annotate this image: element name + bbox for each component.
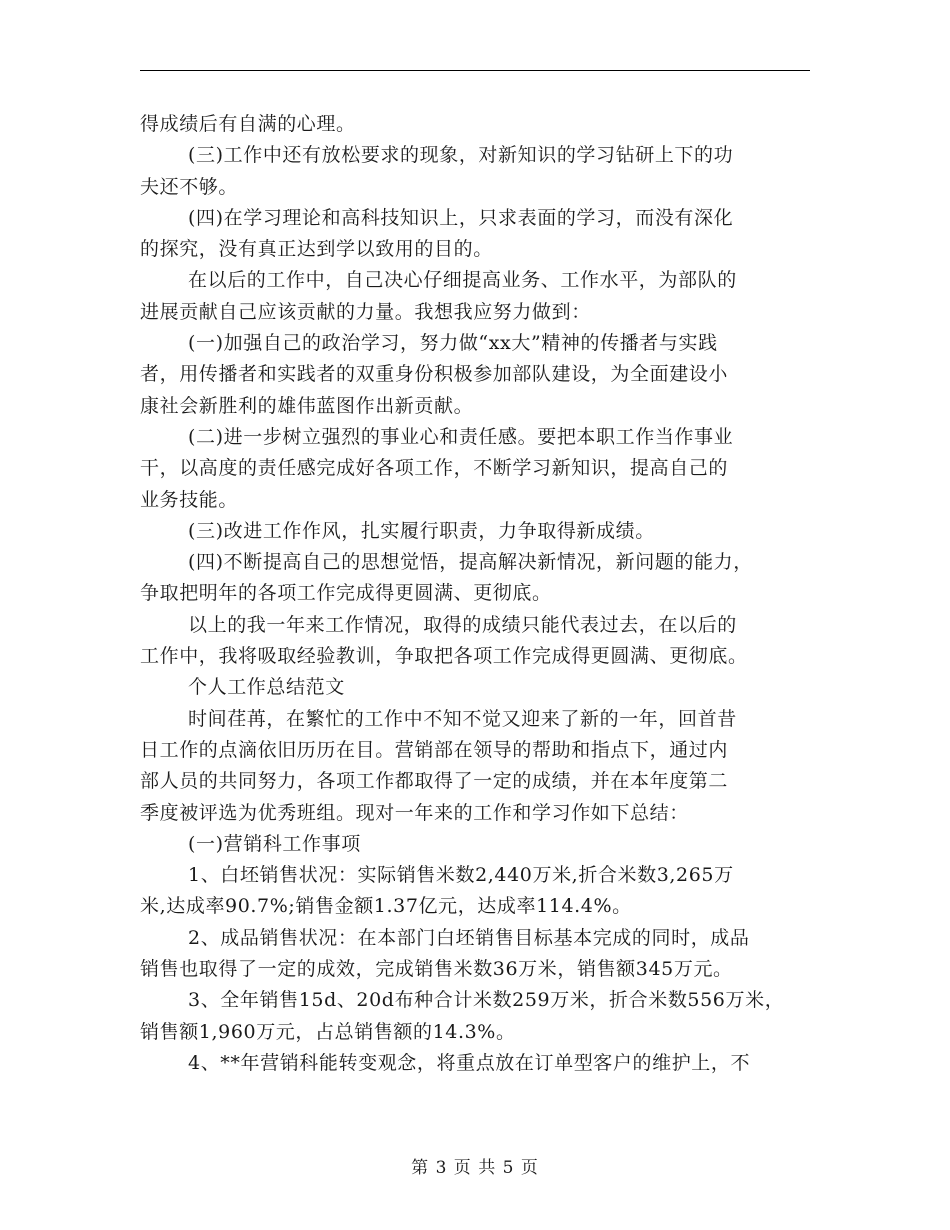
text-line: 3、全年销售15d、20d布种合计米数259万米，折合米数556万米， <box>188 989 785 1012</box>
text-line: 日工作的点滴依旧历历在目。营销部在领导的帮助和指点下，通过内 <box>140 738 729 761</box>
text-line: 1、白坯销售状况：实际销售米数2,440万米,折合米数3,265万 <box>188 864 734 887</box>
text-line: 干，以高度的责任感完成好各项工作，不断学习新知识，提高自己的 <box>140 457 729 480</box>
text-line: 销售也取得了一定的成效，完成销售米数36万米，销售额345万元。 <box>140 958 733 981</box>
text-line: (二)进一步树立强烈的事业心和责任感。要把本职工作当作事业 <box>188 425 734 448</box>
text-line: 得成绩后有自满的心理。 <box>140 113 356 135</box>
text-line: 2、成品销售状况：在本部门白坯销售目标基本完成的同时，成品 <box>188 926 750 949</box>
text-line: (四)不断提高自己的思想觉悟，提高解决新情况，新问题的能力， <box>188 551 753 574</box>
text-line: 业务技能。 <box>140 488 239 511</box>
text-line: 工作中，我将吸取经验教训，争取把各项工作完成得更圆满、更彻底。 <box>140 645 748 668</box>
text-line: 4、**年营销科能转变观念，将重点放在订单型客户的维护上，不 <box>188 1051 751 1074</box>
text-line: (四)在学习理论和高科技知识上，只求表面的学习，而没有深化 <box>188 206 734 229</box>
text-line: 时间荏苒，在繁忙的工作中不知不觉又迎来了新的一年，回首昔 <box>188 707 737 730</box>
document-body <box>140 109 830 1079</box>
text-line: 在以后的工作中，自己决心仔细提高业务、工作水平，为部队的 <box>188 269 737 292</box>
text-line: 米,达成率90.7%;销售金额1.37亿元，达成率114.4%。 <box>140 895 632 918</box>
text-line: (一)营销科工作事项 <box>188 832 361 855</box>
text-line: (三)工作中还有放松要求的现象，对新知识的学习钻研上下的功 <box>188 144 734 167</box>
text-line: 个人工作总结范文 <box>188 676 345 699</box>
text-line: 进展贡献自己应该贡献的力量。我想我应努力做到： <box>140 300 591 323</box>
text-line: 的探究，没有真正达到学以致用的目的。 <box>140 238 493 261</box>
text-line: 争取把明年的各项工作完成得更圆满、更彻底。 <box>140 582 552 605</box>
header-rule <box>140 70 810 71</box>
text-line: 夫还不够。 <box>140 175 239 198</box>
text-line: 者，用传播者和实践者的双重身份积极参加部队建设，为全面建设小 <box>140 363 729 386</box>
page-number-footer: 第 3 页 共 5 页 <box>411 1158 539 1178</box>
text-line: (一)加强自己的政治学习，努力做“xx大”精神的传播者与实践 <box>188 332 718 355</box>
text-line: 以上的我一年来工作情况，取得的成绩只能代表过去，在以后的 <box>188 613 737 636</box>
text-line: 季度被评选为优秀班组。现对一年来的工作和学习作如下总结： <box>140 801 689 824</box>
text-line: 康社会新胜利的雄伟蓝图作出新贡献。 <box>140 394 474 417</box>
text-line: (三)改进工作作风，扎实履行职责，力争取得新成绩。 <box>188 519 655 542</box>
text-line: 部人员的共同努力，各项工作都取得了一定的成绩，并在本年度第二 <box>140 770 729 793</box>
text-line: 销售额1,960万元，占总销售额的14.3%。 <box>140 1020 516 1043</box>
